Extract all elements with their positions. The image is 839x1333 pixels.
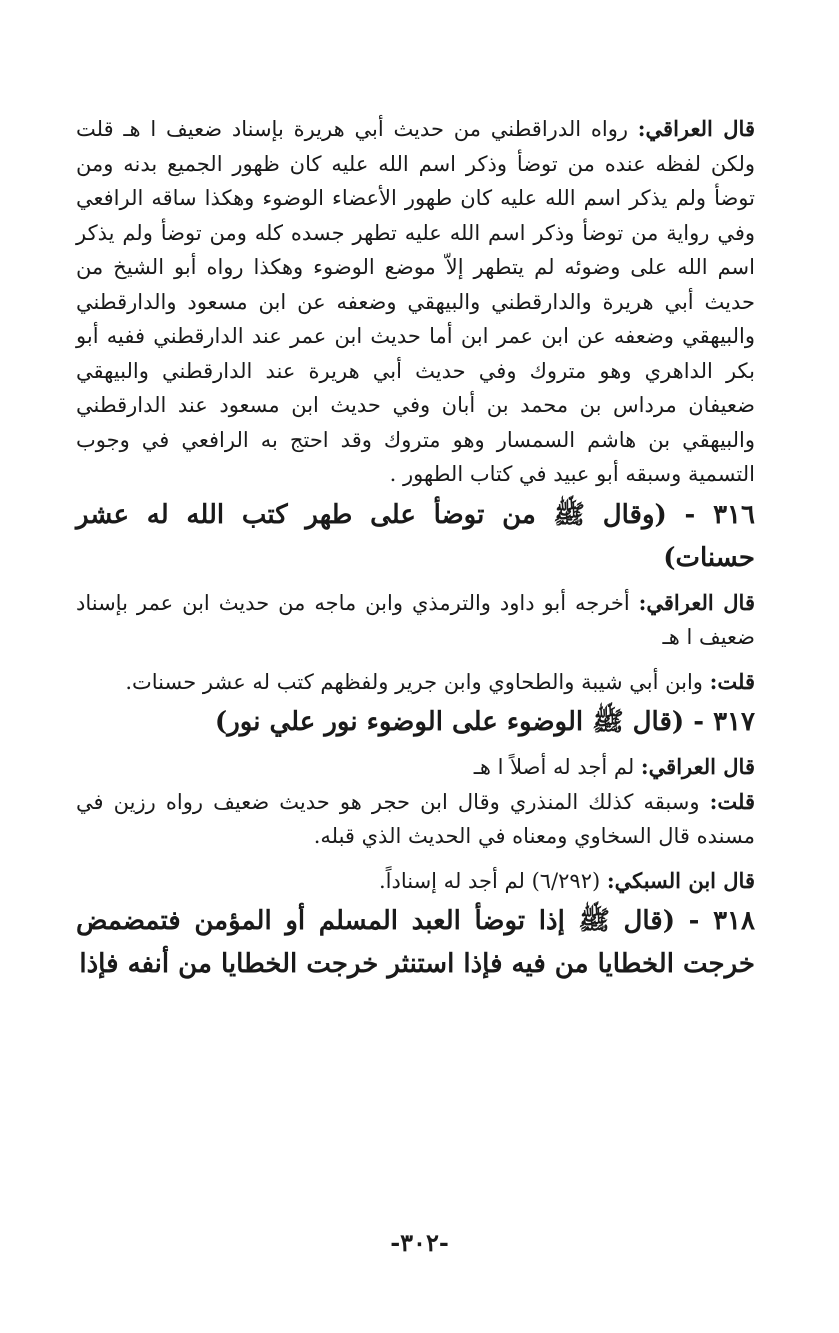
speaker-label: قال العراقي:	[637, 116, 755, 141]
hadith-318: ٣١٨ - (قال ﷺ إذا توضأ العبد المسلم أو المؤمن فتمضمض خرجت الخطايا من فيه فإذا استنثر خرجت الخطايا من أنفه فإذا	[76, 906, 755, 979]
commentary-text: (٦/٢٩٢) لم أجد له إسناداً.	[378, 868, 607, 893]
commentary-paragraph	[76, 112, 755, 492]
paragraph-gap	[76, 854, 755, 864]
page-number: -٣٠٢-	[390, 1228, 449, 1257]
commentary-paragraph	[76, 864, 755, 899]
hadith-316: ٣١٦ - (وقال ﷺ من توضأ على طهر كتب الله له عشر حسنات)	[76, 499, 755, 573]
speaker-label: قال العراقي:	[638, 589, 755, 615]
commentary-paragraph	[76, 665, 755, 700]
hadith-317: ٣١٧ - (قال ﷺ الوضوء على الوضوء نور علي نور)	[214, 707, 755, 737]
commentary-text: أخرجه أبو داود والترمذي وابن ماجه من حديث ابن عمر بإسناد ضعيف ا هـ	[76, 590, 755, 649]
commentary-text: وسبقه كذلك المنذري وقال ابن حجر هو حديث ضعيف رواه رزين في مسنده قال السخاوي ومعناه في الحديث الذي قبله.	[76, 789, 755, 848]
paragraph-gap	[76, 655, 755, 665]
speaker-label: قلت:	[709, 788, 755, 814]
speaker-label: قال ابن السبكي:	[606, 867, 755, 893]
commentary-text: رواه الدراقطني من حديث أبي هريرة بإسناد ضعيف ا هـ قلت ولكن لفظه عنده من توضأ وذكر اسم الله عليه كان ظهور الجميع بدنه ومن توضأ ولم يذكر اسم الله عليه كان طهور الأعضاء الوضوء وهكذا ساقه الرافعي وفي رواية من توضأ وذكر اسم الله عليه تطهر جسده كله ومن توضأ ولم يذكر اسم الله على وضوئه لم يتطهر إلاّ موضع الوضوء وهكذا رواه أبو الشيخ من حديث أبي هريرة والدارقطني والبيهقي وضعفه عن ابن مسعود والدارقطني والبيهقي وضعفه عن ابن عمر ابن أما حديث ابن عمر عند الدارقطني ففيه أبو بكر الداهري وهو متروك وفي حديث أبي هريرة عند الدارقطني والبيهقي ضعيفان مرداس بن محمد بن أبان وفي حديث ابن مسعود عند الدارقطني والبيهقي بن هاشم السمسار وهو متروك وقد احتج به الرافعي في وجوب التسمية وسبقه أبو عبيد في كتاب الطهور .	[76, 117, 755, 486]
commentary-paragraph	[76, 785, 755, 854]
commentary-text: لم أجد له أصلاً ا هـ	[473, 755, 641, 779]
speaker-label: قال العراقي:	[640, 754, 755, 779]
speaker-label: قلت:	[709, 668, 755, 694]
commentary-text: وابن أبي شيبة والطحاوي وابن جرير ولفظهم كتب له عشر حسنات.	[125, 669, 710, 694]
commentary-paragraph	[76, 586, 755, 655]
commentary-paragraph	[76, 750, 755, 785]
